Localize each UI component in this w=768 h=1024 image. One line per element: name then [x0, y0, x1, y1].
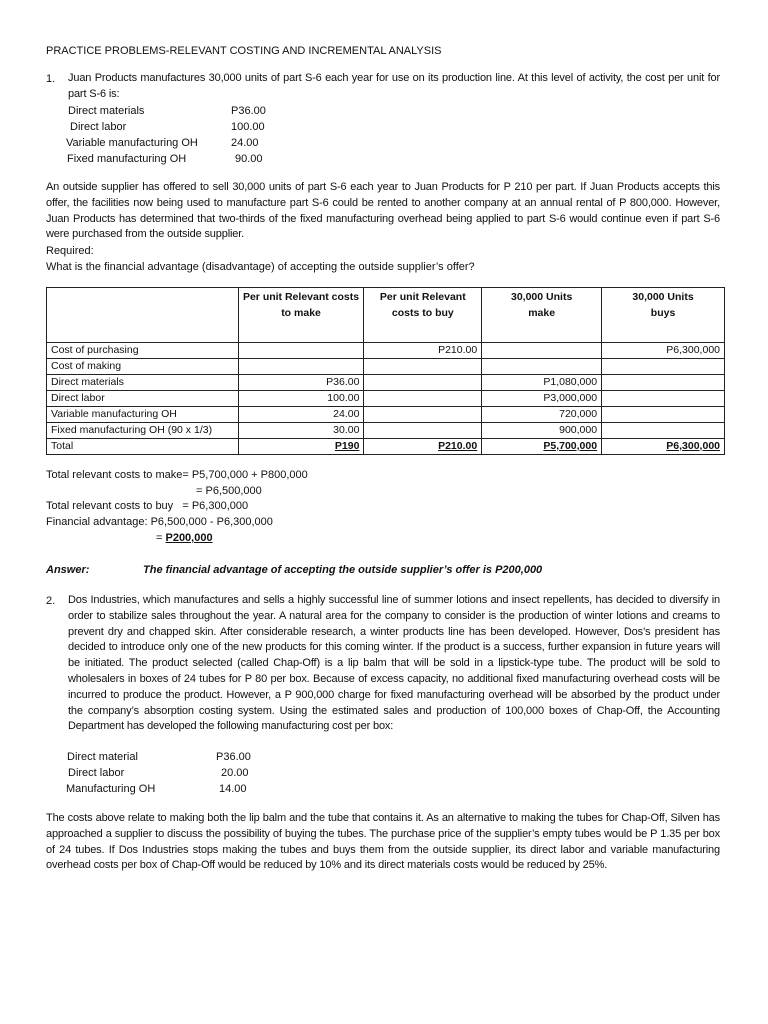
cost-label: Direct material — [67, 751, 138, 763]
cell — [602, 359, 725, 375]
cell: 30.00 — [238, 423, 364, 439]
document-title: PRACTICE PROBLEMS-RELEVANT COSTING AND INCREMENTAL ANALYSIS — [46, 45, 442, 57]
question: What is the financial advantage (disadvantage) of accepting the outside supplier’s offer? — [46, 261, 475, 273]
cell: P36.00 — [238, 375, 364, 391]
cell: 720,000 — [482, 407, 602, 423]
answer-label: Answer: — [46, 564, 90, 576]
cost-label: Direct labor — [68, 767, 125, 779]
relevant-cost-table — [46, 287, 725, 455]
problem-2-paragraph: The costs above relate to making both the lip balm and the tube that contains it. As an alternative to making the tubes for Chap-Off, Silven has approached a supplier to discuss the possibility of buying the tubes. The purchase price of the supplier’s empty tubes would be P 1.35 per box of 24 tubes. If Dos Industries stops making the tubes and buys them from the outside supplier, its direct labor and variable manufacturing overhead costs per box of Chap-Off would be reduced by 10% and its direct materials costs would be reduced by 25%. — [46, 812, 720, 872]
cell: Total — [47, 439, 239, 455]
cell — [364, 359, 482, 375]
cost-value: 90.00 — [235, 153, 263, 165]
table-total-row — [47, 439, 725, 455]
cell — [482, 343, 602, 359]
cell: 24.00 — [238, 407, 364, 423]
header-cell: 30,000 Units buys — [602, 288, 725, 343]
total-cell: P5,700,000 — [543, 440, 598, 452]
required-label: Required: — [46, 245, 94, 257]
total-cell: P6,300,000 — [666, 440, 720, 452]
header-cell: 30,000 Units make — [482, 288, 602, 343]
problem-1-cost-list — [68, 103, 308, 167]
cost-label: Direct labor — [70, 121, 127, 133]
table-header-row — [47, 288, 725, 343]
table-row — [47, 359, 725, 375]
cell — [602, 407, 725, 423]
table-row — [47, 391, 725, 407]
cell: P1,080,000 — [482, 375, 602, 391]
header-cell: Per unit Relevant costs to buy — [364, 288, 482, 343]
cell: Cost of purchasing — [47, 343, 239, 359]
table-row — [47, 375, 725, 391]
cell: Direct labor — [47, 391, 239, 407]
cell — [602, 391, 725, 407]
cell — [238, 359, 364, 375]
answer-text: The financial advantage of accepting the outside supplier’s offer is P200,000 — [143, 564, 543, 576]
cell — [602, 375, 725, 391]
cell — [364, 423, 482, 439]
cost-label: Fixed manufacturing OH — [67, 153, 187, 165]
calc-line: Total relevant costs to buy = P6,300,000 — [46, 500, 249, 512]
cell — [238, 343, 364, 359]
cell — [364, 407, 482, 423]
cost-value: P36.00 — [216, 751, 251, 763]
header-cell — [47, 288, 239, 343]
cell: Variable manufacturing OH — [47, 407, 239, 423]
cell — [482, 359, 602, 375]
problem-1-paragraph: An outside supplier has offered to sell 30,000 units of part S-6 each year to Juan Products for P 210 per part. If Juan Products accepts this offer, the facilities now being used to manufacture part S-6 could be rented to another company at an annual rental of P 800,000. However, Juan Products has determined that two-thirds of the fixed manufacturing overhead being applied to part S-6 would continue even if part S-6 were purchased from the outside supplier. — [46, 181, 720, 241]
cell: P6,300,000 — [602, 343, 725, 359]
cell: 900,000 — [482, 423, 602, 439]
cost-value: 20.00 — [221, 767, 249, 779]
total-cell: P190 — [334, 440, 360, 452]
calc-line: Financial advantage: P6,500,000 - P6,300,000 — [46, 516, 273, 528]
cell — [364, 375, 482, 391]
cost-value: 24.00 — [231, 137, 259, 149]
cell — [602, 423, 725, 439]
header-cell: Per unit Relevant costs to make — [238, 288, 364, 343]
cell: 100.00 — [238, 391, 364, 407]
cost-value: P36.00 — [231, 105, 266, 117]
calc-line: = — [156, 532, 166, 544]
cell: Direct materials — [47, 375, 239, 391]
problem-1-intro: Juan Products manufactures 30,000 units of part S-6 each year for use on its production line. At this level of activity, the cost per unit for part S-6 is: — [68, 72, 720, 100]
problem-2-intro: Dos Industries, which manufactures and sells a highly successful line of summer lotions and insect repellents, has decided to diversify in order to stabilize sales throughout the year. A natural area for the company to consider is the production of winter lotions and creams to prevent dry and chapped skin. After considerable research, a winter products line has been developed. However, Dos’s president has decided to introduce only one of the new products for this coming winter. If the product is a success, further expansion in future years will be initiated. The product selected (called Chap-Off) is a lip balm that will be sold in a lipstick-type tube. The product will be sold to wholesalers in boxes of 24 tubes for P 80 per box. Because of excess capacity, no additional fixed manufacturing overhead costs will be incurred to produce the product. However, a P 900,000 charge for fixed manufacturing overhead will be absorbed by the product under the company’s absorption costing system. Using the estimated sales and production of 100,000 boxes of Chap-Off, the Accounting Department has developed the following manufacturing cost per box: — [68, 594, 720, 733]
problem-1-number: 1. — [46, 73, 56, 85]
cell — [364, 391, 482, 407]
problem-2-cost-list — [67, 749, 307, 797]
financial-advantage-result: P200,000 — [165, 532, 213, 544]
calc-line: = P6,500,000 — [196, 485, 262, 497]
total-cell: P210.00 — [438, 440, 478, 452]
table-row — [47, 407, 725, 423]
cost-label: Variable manufacturing OH — [66, 137, 198, 149]
calc-line: Total relevant costs to make= P5,700,000 + P800,000 — [46, 469, 308, 481]
problem-2-number: 2. — [46, 595, 56, 607]
cell: P210.00 — [364, 343, 482, 359]
cost-label: Direct materials — [68, 105, 145, 117]
cell: P3,000,000 — [482, 391, 602, 407]
cost-value: 14.00 — [219, 783, 247, 795]
cell: Cost of making — [47, 359, 239, 375]
cost-label: Manufacturing OH — [66, 783, 156, 795]
cell: Fixed manufacturing OH (90 x 1/3) — [47, 423, 239, 439]
table-row — [47, 423, 725, 439]
cost-value: 100.00 — [231, 121, 265, 133]
table-row — [47, 343, 725, 359]
